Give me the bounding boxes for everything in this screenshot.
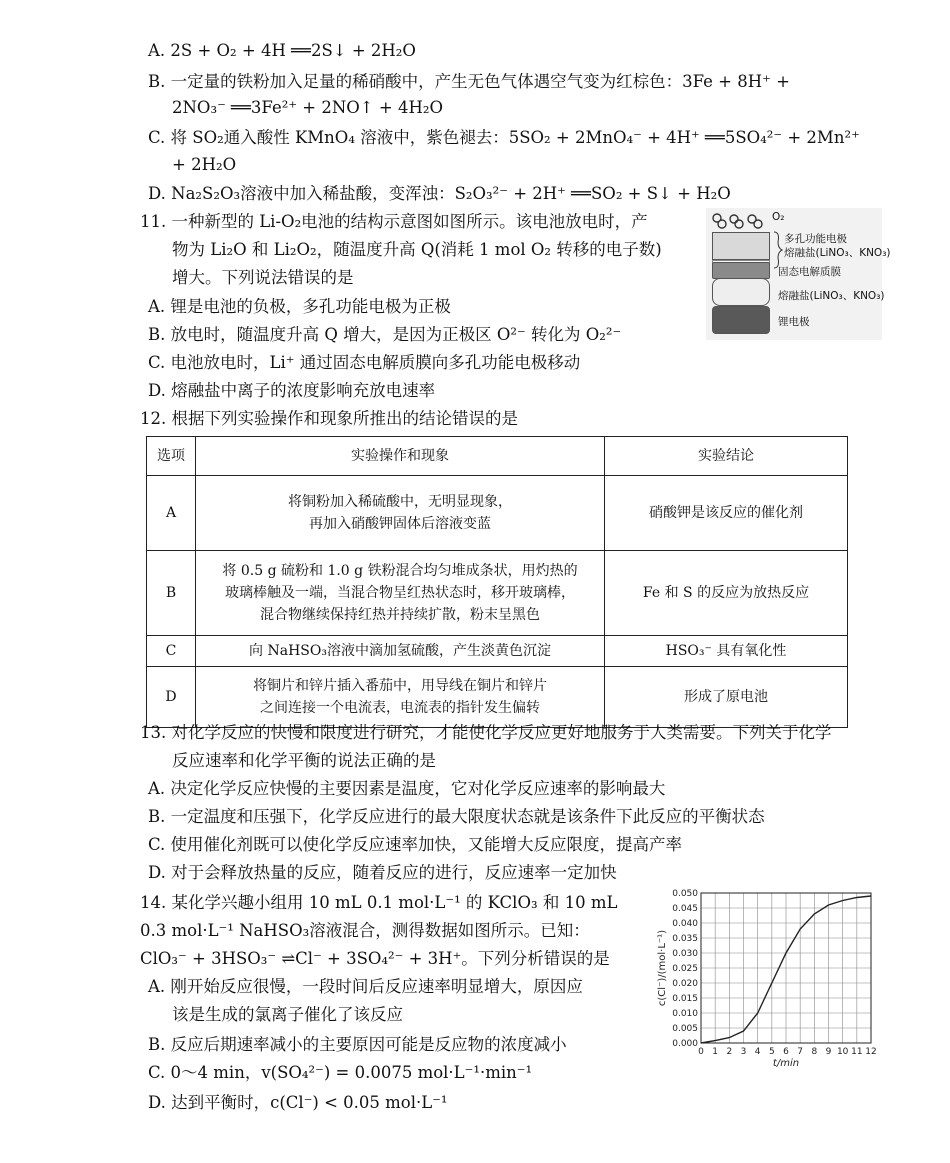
y-tick-label: 0.005 bbox=[672, 1024, 698, 1034]
q14-option-d: D. 达到平衡时，c(Cl⁻) < 0.05 mol·L⁻¹ bbox=[148, 1093, 448, 1112]
x-tick-label: 7 bbox=[797, 1047, 804, 1057]
row-a-conclusion: 硝酸钾是该反应的催化剂 bbox=[605, 476, 848, 551]
y-tick-label: 0.035 bbox=[672, 934, 698, 944]
label-porous-electrode: 多孔功能电极 bbox=[784, 233, 847, 245]
row-a-op-line1: 将铜粉加入稀硫酸中，无明显现象， bbox=[288, 494, 512, 510]
q11-option-a: A. 锂是电池的负极，多孔功能电极为正极 bbox=[148, 297, 451, 316]
row-b-op-line2: 玻璃棒触及一端，当混合物呈红热状态时，移开玻璃棒， bbox=[225, 585, 575, 601]
q12-stem: 12. 根据下列实验操作和现象所推出的结论错误的是 bbox=[140, 409, 518, 428]
q13-stem-line1: 13. 对化学反应的快慢和限度进行研究，才能使化学反应更好地服务于人类需要。下列关于化学 bbox=[140, 723, 832, 742]
row-a-operation bbox=[196, 476, 605, 551]
q13-option-b: B. 一定温度和压强下，化学反应进行的最大限度状态就是该条件下此反应的平衡状态 bbox=[148, 807, 765, 826]
q10-option-c-line1: C. 将 SO₂通入酸性 KMnO₄ 溶液中，紫色褪去：5SO₂ + 2MnO₄⁻ + 4H⁺ ══5SO₄²⁻ + 2Mn²⁺ bbox=[148, 128, 860, 147]
q11-stem-line1: 11. 一种新型的 Li-O₂电池的结构示意图如图所示。该电池放电时，产 bbox=[140, 212, 648, 231]
y-tick-label: 0.045 bbox=[672, 904, 698, 914]
x-tick-label: 11 bbox=[851, 1047, 863, 1057]
label-molten-salt-2: 熔融盐(LiNO₃、KNO₃) bbox=[778, 290, 885, 302]
header-operation: 实验操作和现象 bbox=[196, 437, 605, 476]
row-b-conclusion: Fe 和 S 的反应为放热反应 bbox=[605, 551, 848, 636]
row-c-operation: 向 NaHSO₃溶液中滴加氢硫酸，产生淡黄色沉淀 bbox=[196, 636, 605, 667]
q10-option-a: A. 2S + O₂ + 4H ══2S↓ + 2H₂O bbox=[148, 41, 416, 60]
y-tick-label: 0.030 bbox=[672, 949, 698, 959]
row-c-option: C bbox=[147, 636, 196, 667]
q10-option-b-line2: 2NO₃⁻ ══3Fe²⁺ + 2NO↑ + 4H₂O bbox=[172, 98, 443, 117]
q14-stem-line1: 14. 某化学兴趣小组用 10 mL 0.1 mol·L⁻¹ 的 KClO₃ 和 10 mL bbox=[140, 893, 618, 912]
row-b-op-line3: 混合物继续保持红热并持续扩散，粉末呈黑色 bbox=[260, 607, 540, 623]
x-tick-label: 10 bbox=[836, 1047, 849, 1057]
o2-bubbles-icon bbox=[710, 210, 770, 232]
q10-option-d: D. Na₂S₂O₃溶液中加入稀盐酸，变浑浊：S₂O₃²⁻ + 2H⁺ ══SO₂ + S↓ + H₂O bbox=[148, 184, 731, 203]
q11-option-d: D. 熔融盐中离子的浓度影响充放电速率 bbox=[148, 381, 436, 400]
row-d-operation bbox=[196, 667, 605, 728]
row-b-option: B bbox=[147, 551, 196, 636]
q11-option-b: B. 放电时，随温度升高 Q 增大，是因为正极区 O²⁻ 转化为 O₂²⁻ bbox=[148, 325, 622, 344]
header-conclusion: 实验结论 bbox=[605, 437, 848, 476]
layer-lithium-electrode bbox=[712, 306, 770, 334]
q14-stem-line2: 0.3 mol·L⁻¹ NaHSO₃溶液混合，测得数据如图所示。已知： bbox=[140, 921, 590, 940]
y-tick-label: 0.000 bbox=[672, 1039, 698, 1049]
battery-diagram bbox=[706, 208, 891, 340]
q14-option-b: B. 反应后期速率减小的主要原因可能是反应物的浓度减小 bbox=[148, 1035, 567, 1054]
q10-option-b-line1: B. 一定量的铁粉加入足量的稀硝酸中，产生无色气体遇空气变为红棕色：3Fe + 8H⁺ + bbox=[148, 72, 790, 91]
q11-option-c: C. 电池放电时，Li⁺ 通过固态电解质膜向多孔功能电极移动 bbox=[148, 353, 581, 372]
q14-stem-line3: ClO₃⁻ + 3HSO₃⁻ ⇌Cl⁻ + 3SO₄²⁻ + 3H⁺。下列分析错误的是 bbox=[140, 949, 610, 968]
row-a-op-line2: 再加入硝酸钾固体后溶液变蓝 bbox=[309, 516, 491, 532]
q13-option-c: C. 使用催化剂既可以使化学反应速率加快，又能增大反应限度，提高产率 bbox=[148, 835, 683, 854]
q11-stem-line3: 增大。下列说法错误的是 bbox=[172, 268, 354, 287]
header-option: 选项 bbox=[147, 437, 196, 476]
x-tick-label: 6 bbox=[783, 1047, 789, 1057]
y-tick-label: 0.040 bbox=[672, 919, 698, 929]
y-axis-label: c(Cl⁻)/(mol·L⁻¹) bbox=[657, 929, 668, 1007]
row-b-op-line1: 将 0.5 g 硫粉和 1.0 g 铁粉混合均匀堆成条状，用灼热的 bbox=[222, 563, 578, 579]
row-b-operation bbox=[196, 551, 605, 636]
row-c-conclusion: HSO₃⁻ 具有氧化性 bbox=[605, 636, 848, 667]
layer-porous-electrode bbox=[712, 232, 770, 260]
x-tick-label: 0 bbox=[698, 1047, 704, 1057]
row-d-conclusion: 形成了原电池 bbox=[605, 667, 848, 728]
x-axis-label: t/min bbox=[772, 1058, 800, 1069]
x-tick-label: 12 bbox=[865, 1047, 877, 1057]
x-tick-label: 1 bbox=[712, 1047, 719, 1057]
x-tick-label: 8 bbox=[811, 1047, 818, 1057]
label-solid-electrolyte: 固态电解质膜 bbox=[778, 266, 841, 278]
row-d-op-line2: 之间连接一个电流表，电流表的指针发生偏转 bbox=[260, 700, 540, 716]
q11-stem-line2: 物为 Li₂O 和 Li₂O₂，随温度升高 Q(消耗 1 mol O₂ 转移的电子数) bbox=[172, 240, 662, 259]
label-o2: O₂ bbox=[772, 211, 785, 223]
x-tick-label: 4 bbox=[754, 1047, 761, 1057]
x-tick-label: 2 bbox=[726, 1047, 733, 1057]
q13-stem-line2: 反应速率和化学平衡的说法正确的是 bbox=[172, 751, 436, 770]
table-row bbox=[147, 636, 848, 667]
table-row bbox=[147, 551, 848, 636]
label-lithium-electrode: 锂电极 bbox=[778, 316, 810, 328]
x-tick-label: 3 bbox=[740, 1047, 747, 1057]
table-header-row bbox=[147, 437, 848, 476]
label-molten-salt-1: 熔融盐(LiNO₃、KNO₃) bbox=[784, 247, 891, 259]
q14-option-a-line2: 该是生成的氯离子催化了该反应 bbox=[172, 1005, 403, 1024]
table-row bbox=[147, 476, 848, 551]
experiment-table bbox=[146, 436, 848, 728]
layer-solid-electrolyte bbox=[712, 262, 770, 279]
q13-option-a: A. 决定化学反应快慢的主要因素是温度，它对化学反应速率的影响最大 bbox=[148, 779, 666, 798]
q14-option-c: C. 0～4 min，v(SO₄²⁻) = 0.0075 mol·L⁻¹·min⁻¹ bbox=[148, 1063, 533, 1082]
q10-option-c-line2: + 2H₂O bbox=[172, 155, 237, 174]
table-row bbox=[147, 667, 848, 728]
x-tick-label: 9 bbox=[825, 1047, 832, 1057]
row-a-option: A bbox=[147, 476, 196, 551]
y-tick-label: 0.015 bbox=[672, 994, 698, 1004]
y-tick-label: 0.010 bbox=[672, 1009, 698, 1019]
row-d-op-line1: 将铜片和锌片插入番茄中，用导线在铜片和锌片 bbox=[253, 678, 547, 694]
q13-option-d: D. 对于会释放热量的反应，随着反应的进行，反应速率一定加快 bbox=[148, 863, 617, 882]
row-d-option: D bbox=[147, 667, 196, 728]
y-tick-label: 0.025 bbox=[672, 964, 698, 974]
y-tick-label: 0.020 bbox=[672, 979, 698, 989]
concentration-chart bbox=[655, 885, 885, 1077]
y-tick-label: 0.050 bbox=[672, 889, 698, 899]
q14-option-a-line1: A. 刚开始反应很慢，一段时间后反应速率明显增大，原因应 bbox=[148, 977, 583, 996]
layer-molten-salt-bottom bbox=[712, 278, 770, 306]
x-tick-label: 5 bbox=[768, 1047, 775, 1057]
